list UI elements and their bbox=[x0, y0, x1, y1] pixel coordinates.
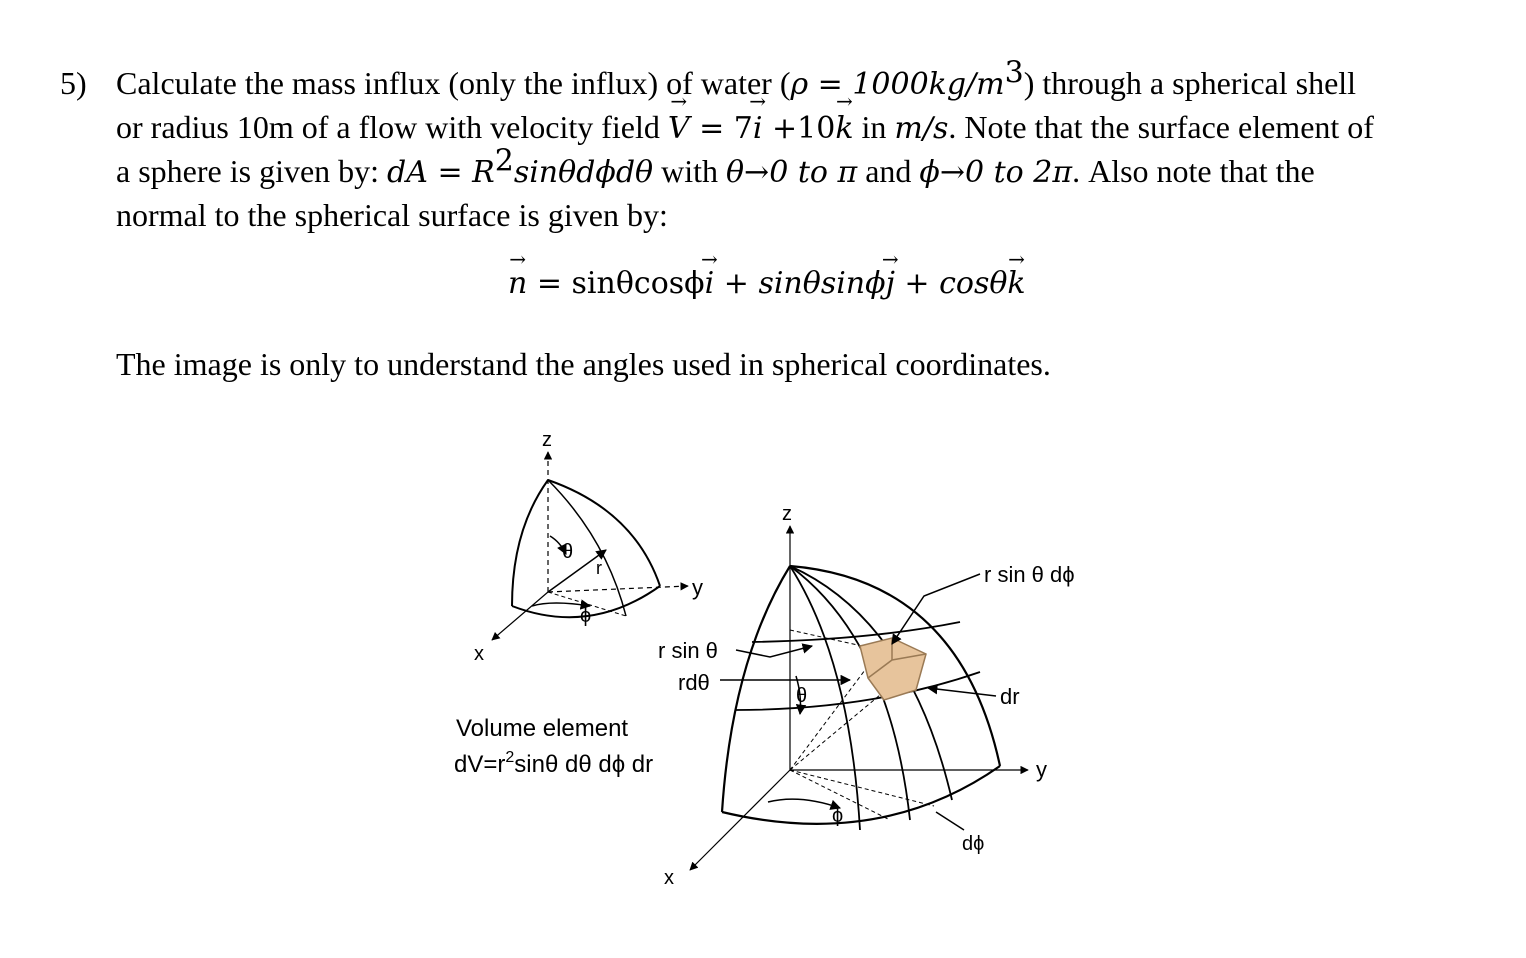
r-sin-theta-label: r sin θ bbox=[658, 638, 718, 663]
large-phi-label: ϕ bbox=[832, 805, 844, 827]
small-x-label: x bbox=[474, 643, 484, 665]
problem-statement bbox=[60, 55, 1480, 236]
r-sin-theta-leader bbox=[736, 646, 812, 657]
small-theta-label: θ bbox=[562, 541, 574, 563]
small-y-label: y bbox=[692, 575, 703, 600]
small-arc-xz bbox=[512, 480, 548, 606]
large-x-axis bbox=[690, 770, 790, 870]
dphi-label: dϕ bbox=[962, 833, 985, 855]
dr-leader bbox=[928, 688, 996, 696]
volume-element-title: Volume element bbox=[456, 715, 629, 742]
small-phi-label: ϕ bbox=[580, 605, 592, 627]
large-phi-arc bbox=[768, 799, 840, 808]
r-dtheta-label: rdθ bbox=[678, 670, 710, 695]
large-theta-label: θ bbox=[796, 685, 808, 707]
velocity-vector: → V bbox=[668, 108, 690, 150]
small-arc-meridian bbox=[548, 480, 626, 616]
large-z-label: z bbox=[782, 503, 792, 525]
question-line-1: Calculate the mass influx (only the influx) of water $(\rho = 1000kg/m^3)$ through a spherical shell bbox=[116, 55, 1357, 102]
large-x-label: x bbox=[664, 867, 674, 889]
small-z-label: z bbox=[542, 429, 552, 451]
large-sphere-diagram bbox=[690, 526, 1028, 870]
dphi-leader bbox=[936, 812, 964, 830]
large-latitude-2 bbox=[736, 672, 980, 710]
question-line-2: or radius 10m of a flow with velocity field → V = 7→ i +10→ k in m/s. Note that the surface element of bbox=[116, 106, 1480, 150]
r-sin-theta-dphi-label: r sin θ dϕ bbox=[984, 562, 1075, 587]
spherical-coordinates-figure bbox=[440, 410, 1120, 890]
figure-note: The image is only to understand the angles used in spherical coordinates. bbox=[116, 346, 1051, 382]
r-sin-theta-dphi-leader bbox=[892, 574, 980, 644]
question-number: 5) bbox=[60, 65, 87, 101]
small-x-axis bbox=[492, 592, 548, 640]
question-line-4: normal to the spherical surface is given by: bbox=[116, 197, 668, 233]
small-arc-yz bbox=[548, 480, 660, 586]
large-arc-xz bbox=[722, 566, 790, 812]
large-y-label: y bbox=[1036, 757, 1047, 782]
large-arc-xy bbox=[722, 766, 1000, 824]
small-r-label: r bbox=[596, 558, 602, 578]
question-line-3: a sphere is given by: dA = $R^2\sin\theta d\phi d\theta$ with θ→0 to π and ϕ→0 to 2π. Also note that the bbox=[116, 143, 1315, 190]
dr-label: dr bbox=[1000, 684, 1020, 709]
normal-vector-equation: → n = sinθcosϕ→ i + sinθsinϕ→ j + cosθ→ k bbox=[508, 266, 1026, 301]
volume-element-formula: $dV=r^2\sin\theta$ dθ dϕ dr bbox=[454, 749, 654, 778]
question-text bbox=[116, 55, 1480, 236]
volume-element-box bbox=[860, 638, 926, 700]
